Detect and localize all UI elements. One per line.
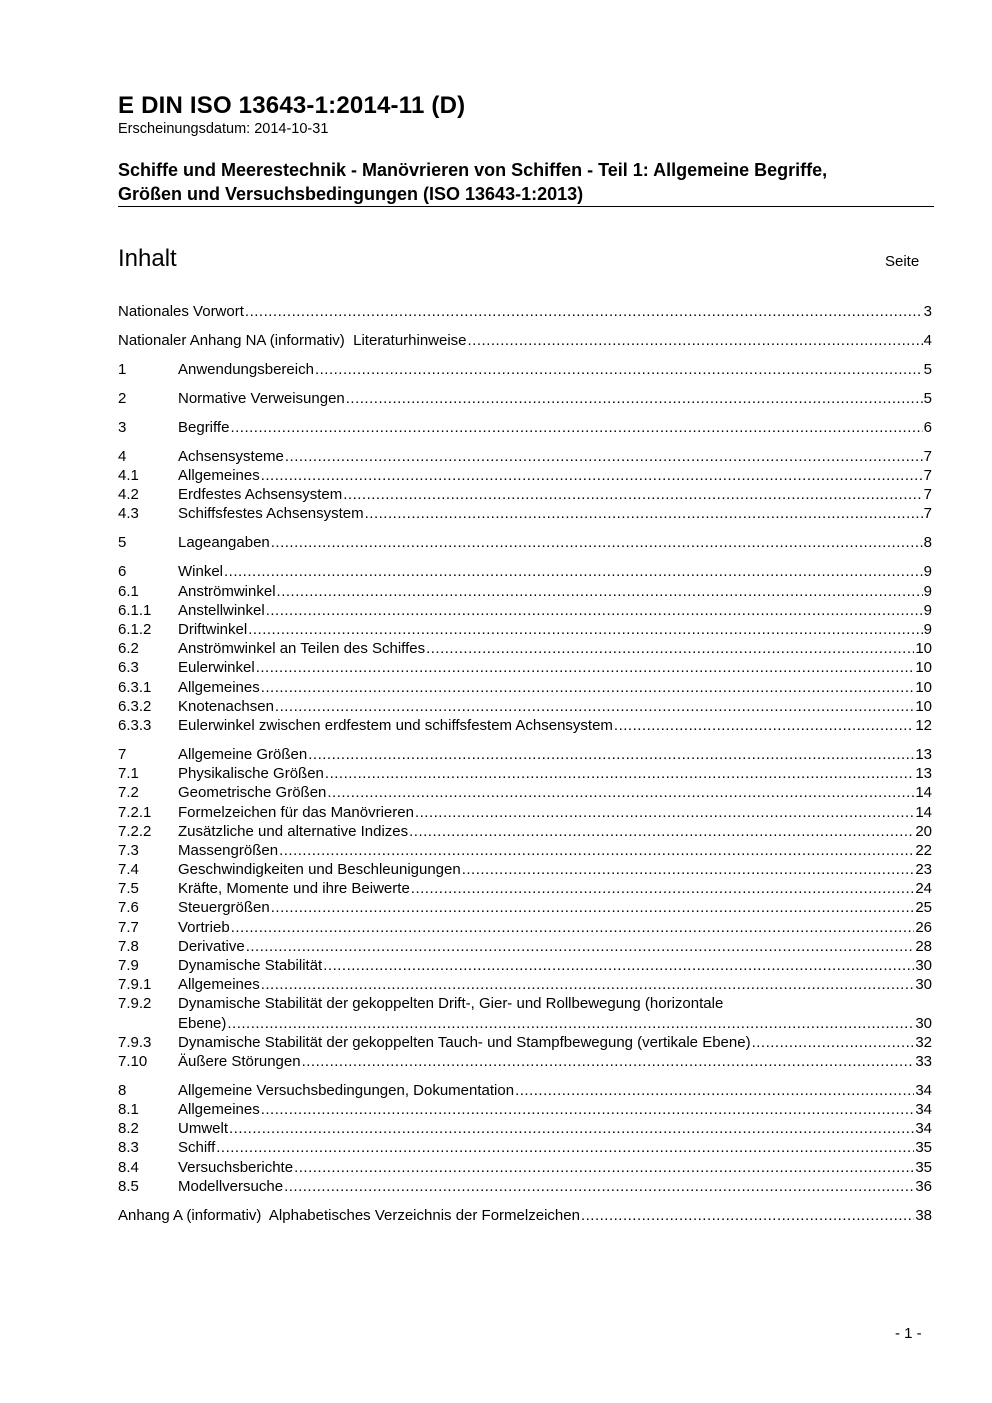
toc-leader [343,485,922,504]
toc-entry-page: 3 [923,303,932,320]
toc-entry[interactable] [118,620,932,639]
toc-entry-title[interactable]: Achsensysteme [178,447,284,465]
toc-entry-page: 14 [915,803,932,821]
toc-leader [415,803,914,822]
toc-entry[interactable] [118,898,932,917]
toc-entry-page: 35 [915,1158,932,1176]
toc-entry[interactable] [118,582,932,601]
toc-entry-title[interactable]: Anströmwinkel [178,582,276,600]
toc-entry-number: 3 [118,418,127,436]
toc-entry-page: 8 [923,534,932,552]
toc-entry-title[interactable]: Allgemeines [178,976,260,994]
toc-entry-number: 6.1.2 [118,621,152,639]
toc-entry-number: 4.3 [118,505,139,523]
title-divider [118,206,934,207]
toc-entry-title[interactable]: Allgemeine Größen [178,745,308,763]
toc-entry[interactable] [118,994,932,1032]
toc-entry-title[interactable]: Allgemeines [178,467,260,485]
toc-leader [285,447,923,466]
document-title-line-2: Größen und Versuchsbedingungen (ISO 13643-1:2013) [118,184,584,204]
toc-leader [224,562,923,581]
toc-entry-number: 8.3 [118,1139,139,1157]
toc-entry[interactable] [118,822,932,841]
toc-entry[interactable] [118,1158,932,1177]
toc-leader [323,956,914,975]
toc-entry[interactable] [118,745,932,764]
toc-entry[interactable] [118,1033,932,1052]
toc-entry[interactable] [118,331,932,350]
toc-entry-number: 8.4 [118,1158,139,1176]
toc-entry[interactable] [118,1138,932,1157]
toc-entry-number: 4.2 [118,486,139,504]
toc-leader [261,975,915,994]
toc-entry[interactable] [118,1206,932,1225]
toc-entry-title[interactable]: Modellversuche [178,1177,284,1195]
toc-entry[interactable] [118,918,932,937]
toc-entry[interactable] [118,418,932,437]
toc-entry-title[interactable]: Geometrische Größen [178,784,327,802]
toc-entry[interactable] [118,447,932,466]
toc-leader [261,678,915,697]
table-of-contents [118,302,932,1225]
toc-entry-title-prefix: Nationaler Anhang NA [118,331,270,349]
toc-entry[interactable] [118,302,932,321]
toc-entry-page: 12 [915,716,932,734]
toc-entry-page: 22 [915,841,932,859]
toc-entry-title-suffix: Alphabetisches Verzeichnis der Formelzeichen [261,1206,580,1224]
toc-entry-title[interactable]: Anwendungsbereich [178,360,314,378]
toc-entry-title[interactable]: Driftwinkel [178,621,248,639]
toc-entry-title[interactable]: Nationales Vorwort [118,303,244,320]
toc-entry-title-prefix: Anhang A [118,1206,187,1224]
toc-leader [275,697,914,716]
toc-leader [248,620,922,639]
toc-entry-title[interactable]: Lageangaben [178,534,270,552]
document-title-line-1: Schiffe und Meerestechnik - Manövrieren von Schiffen - Teil 1: Allgemeine Begriffe, [118,160,828,180]
toc-entry-page: 34 [915,1101,932,1119]
toc-entry-page: 4 [923,331,932,349]
toc-entry-title[interactable]: Allgemeines [178,678,260,696]
toc-leader [227,1014,914,1033]
toc-entry-number: 7.9.3 [118,1033,152,1051]
toc-entry-page: 10 [915,659,932,677]
toc-heading: Inhalt [118,245,177,272]
toc-entry-page: 7 [923,447,932,465]
toc-entry-page: 30 [915,1014,932,1032]
toc-entry-title[interactable]: Dynamische Stabilität der gekoppelten Tauch- und Stampfbewegung (vertikale Ebene) [178,1033,751,1051]
toc-entry-page: 7 [923,486,932,504]
toc-leader [614,716,914,735]
toc-entry-number: 7.6 [118,899,139,917]
page-number: - 1 - [895,1325,922,1342]
toc-leader [308,745,914,764]
toc-entry-page: 13 [915,745,932,763]
toc-entry[interactable] [118,678,932,697]
toc-entry-title[interactable]: Eulerwinkel zwischen erdfestem und schiffsfestem Achsensystem [178,716,613,734]
toc-entry-page: 10 [915,640,932,658]
toc-entry[interactable] [118,504,932,523]
toc-leader [426,639,914,658]
toc-entry-page: 25 [915,899,932,917]
toc-entry[interactable] [118,975,932,994]
toc-entry-page: 34 [915,1081,932,1099]
toc-entry-title[interactable]: Allgemeine Versuchsbedingungen, Dokumentation [178,1081,515,1099]
toc-leader [411,879,915,898]
toc-leader [346,389,923,408]
toc-entry-number: 4.1 [118,467,139,485]
toc-entry-page: 7 [923,467,932,485]
toc-leader [315,360,923,379]
toc-entry-number: 7.2.1 [118,803,152,821]
toc-leader [231,918,915,937]
toc-leader [302,1052,915,1071]
toc-entry[interactable] [118,937,932,956]
toc-leader [294,1158,914,1177]
toc-entry-page: 9 [923,563,932,581]
toc-entry-number: 6 [118,563,127,581]
toc-entry[interactable] [118,658,932,677]
toc-entry[interactable] [118,860,932,879]
toc-entry-number: 7.3 [118,841,139,859]
toc-entry-number: 6.3.1 [118,678,152,696]
toc-entry[interactable] [118,783,932,802]
toc-entry-number: 7.2.2 [118,822,152,840]
toc-entry-title[interactable]: Dynamische Stabilität [178,957,323,974]
toc-entry-title[interactable] [118,331,467,350]
toc-entry-number: 8.2 [118,1120,139,1138]
toc-entry-number: 6.3 [118,659,139,677]
toc-leader [325,764,914,783]
toc-entry-number: 7 [118,745,127,763]
toc-entry-page: 30 [915,976,932,994]
toc-entry-page: 30 [915,957,932,974]
toc-entry-page: 13 [915,765,932,783]
toc-entry-title-continued[interactable]: Ebene) [178,1014,227,1032]
toc-entry-number: 7.4 [118,861,139,879]
toc-entry-number: 6.1 [118,582,139,600]
toc-entry-title[interactable]: Äußere Störungen [178,1052,301,1070]
toc-entry-number: 7.9.1 [118,976,152,994]
toc-entry[interactable] [118,601,932,620]
toc-leader [409,822,914,841]
toc-entry[interactable] [118,764,932,783]
toc-entry-title[interactable]: Anströmwinkel an Teilen des Schiffes [178,640,426,658]
document-id: E DIN ISO 13643-1:2014-11 (D) [118,92,466,119]
toc-entry-page: 9 [923,601,932,619]
toc-leader [256,658,915,677]
toc-leader [752,1033,915,1052]
toc-entry-number: 5 [118,534,127,552]
toc-entry[interactable] [118,956,932,975]
toc-leader [261,1100,915,1119]
toc-leader [230,418,922,437]
toc-leader [365,504,923,523]
toc-entry-informative-note: (informativ) [269,331,345,349]
toc-entry-title[interactable]: Zusätzliche und alternative Indizes [178,822,409,840]
toc-entry-number: 7.10 [118,1052,148,1070]
toc-entry-title[interactable]: Knotenachsen [178,697,274,715]
toc-leader [277,582,923,601]
toc-entry-title[interactable]: Versuchsberichte [178,1158,294,1176]
toc-leader [246,937,915,956]
toc-entry[interactable] [118,841,932,860]
toc-entry-page: 34 [915,1120,932,1138]
publication-date: Erscheinungsdatum: 2014-10-31 [118,121,329,137]
toc-entry-page: 23 [915,861,932,879]
toc-entry-number: 1 [118,360,127,378]
toc-entry-title[interactable]: Steuergrößen [178,899,270,917]
toc-entry-page: 24 [915,880,932,898]
toc-entry-title[interactable]: Erdfestes Achsensystem [178,486,343,504]
toc-entry[interactable] [118,1100,932,1119]
toc-entry-informative-note: (informativ) [186,1206,262,1224]
toc-entry-title[interactable]: Dynamische Stabilität der gekoppelten Drift-, Gier- und Rollbewegung (horizontale [178,995,724,1013]
toc-entry-page: 28 [915,937,932,955]
toc-entry-number: 8.5 [118,1177,139,1195]
toc-entry-title[interactable]: Schiffsfestes Achsensystem [178,505,364,523]
toc-entry-number: 8.1 [118,1101,139,1119]
toc-entry-title[interactable]: Kräfte, Momente und ihre Beiwerte [178,880,410,898]
toc-leader [581,1206,914,1225]
toc-entry[interactable] [118,360,932,379]
toc-entry-page: 32 [915,1033,932,1051]
toc-entry[interactable] [118,466,932,485]
toc-entry-number: 8 [118,1081,127,1099]
toc-entry-title[interactable]: Allgemeines [178,1101,260,1119]
toc-entry-page: 35 [915,1139,932,1157]
document-title [118,158,938,206]
toc-entry-page: 33 [915,1052,932,1070]
toc-entry-page: 10 [915,678,932,696]
toc-entry-page: 6 [923,418,932,436]
toc-entry-page: 9 [923,582,932,600]
toc-entry-page: 5 [923,360,932,378]
toc-leader [216,1138,914,1157]
toc-entry[interactable] [118,485,932,504]
toc-entry-title[interactable]: Vortrieb [178,918,230,936]
toc-entry-number: 6.3.2 [118,697,152,715]
toc-entry-title[interactable]: Derivative [178,937,245,955]
toc-entry-title[interactable]: Formelzeichen für das Manövrieren [178,803,414,821]
toc-entry[interactable] [118,697,932,716]
toc-leader [327,783,914,802]
toc-entry-title[interactable]: Massengrößen [178,841,279,859]
toc-entry-title[interactable]: Eulerwinkel [178,659,255,677]
toc-entry-number: 7.5 [118,880,139,898]
toc-entry-title-suffix: Literaturhinweise [344,331,467,349]
toc-entry-page: 7 [923,505,932,523]
toc-entry-number: 7.7 [118,918,139,936]
toc-entry-page: 9 [923,621,932,639]
toc-leader [284,1177,914,1196]
toc-entry-title[interactable]: Geschwindigkeiten und Beschleunigungen [178,861,461,879]
toc-leader [261,466,923,485]
toc-entry-number: 7.1 [118,765,139,783]
toc-entry[interactable] [118,639,932,658]
toc-leader [266,601,923,620]
toc-leader [271,898,915,917]
toc-leader [462,860,915,879]
toc-entry-number: 6.2 [118,640,139,658]
toc-entry-page: 36 [915,1177,932,1195]
toc-entry-number: 7.2 [118,784,139,802]
toc-leader [279,841,914,860]
toc-entry-number: 4 [118,447,127,465]
toc-entry[interactable] [118,716,932,735]
toc-entry[interactable] [118,389,932,408]
toc-entry-title[interactable]: Winkel [178,563,224,581]
toc-entry[interactable] [118,1177,932,1196]
toc-entry-number: 6.1.1 [118,601,152,619]
toc-leader [245,302,923,321]
toc-leader [271,533,923,552]
toc-entry-title[interactable]: Normative Verweisungen [178,389,345,407]
toc-entry-page: 5 [923,389,932,407]
toc-leader [515,1081,914,1100]
toc-entry[interactable] [118,879,932,898]
toc-entry[interactable] [118,562,932,581]
toc-entry[interactable] [118,1119,932,1138]
toc-entry-title[interactable]: Begriffe [178,418,230,436]
toc-entry[interactable] [118,803,932,822]
toc-leader [229,1119,914,1138]
toc-entry[interactable] [118,1081,932,1100]
toc-entry-number: 7.9.2 [118,995,152,1013]
toc-entry[interactable] [118,1052,932,1071]
toc-entry-number: 2 [118,389,127,407]
toc-leader [468,331,923,350]
toc-entry-title[interactable] [118,1206,580,1225]
toc-entry-page: 14 [915,784,932,802]
toc-entry-page: 10 [915,697,932,715]
toc-entry-page: 26 [915,918,932,936]
toc-entry-title[interactable]: Umwelt [178,1120,229,1138]
toc-entry-page: 38 [915,1206,932,1224]
toc-page-column-label: Seite [885,253,920,270]
toc-entry[interactable] [118,533,932,552]
toc-entry-number: 6.3.3 [118,716,152,734]
toc-entry-number: 7.8 [118,937,139,955]
toc-entry-title[interactable]: Anstellwinkel [178,601,265,619]
toc-entry-title[interactable]: Schiff [178,1139,216,1157]
toc-entry-number: 7.9 [118,957,139,974]
toc-entry-page: 20 [915,822,932,840]
toc-entry-title[interactable]: Physikalische Größen [178,765,324,783]
